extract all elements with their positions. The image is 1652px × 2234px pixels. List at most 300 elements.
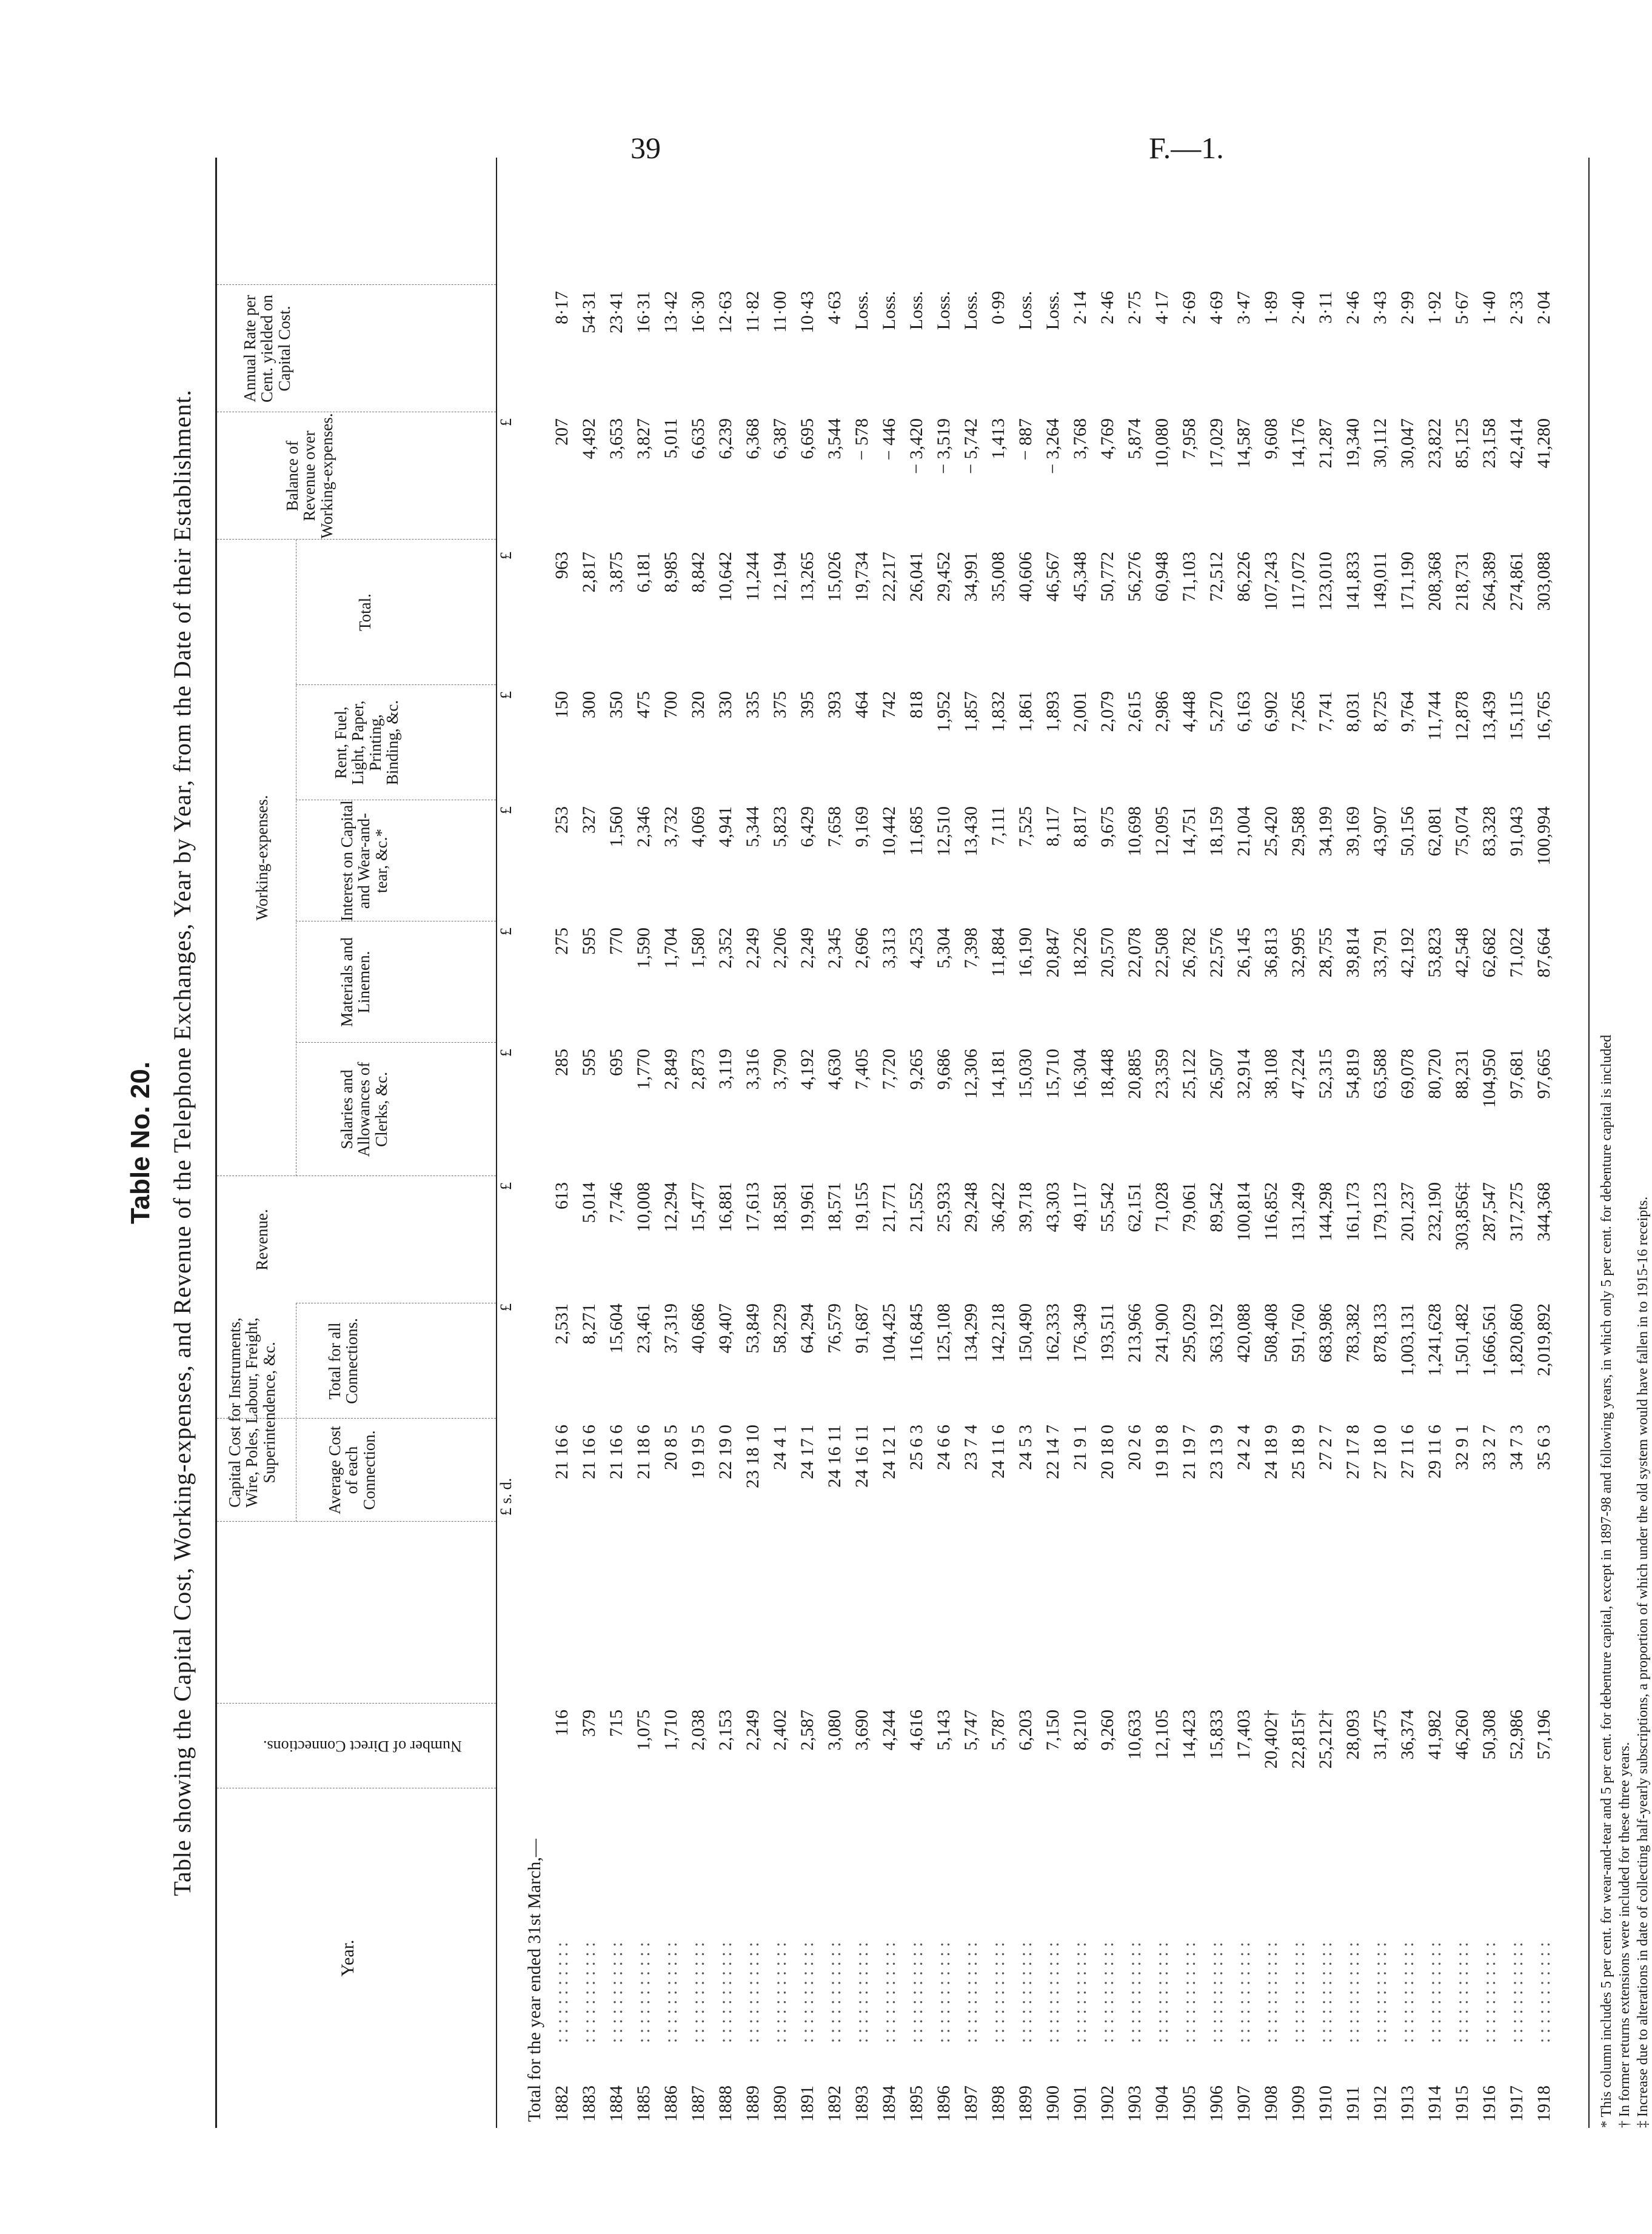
cell-wtot: 12,194 [770,552,790,602]
header-capital-cost: Capital Cost for Instruments, Wire, Poles, Labour, Freight, Superintendence, &c. [226,1317,278,1508]
cell-rate: 3·43 [1370,291,1390,324]
dot-leader: : : : : : : : : : : : [852,1942,872,2043]
cell-year: 1884 [606,2085,626,2122]
cell-conn: 22,815† [1288,1710,1308,1769]
cell-rate: 2·99 [1397,291,1417,324]
cell-conn: 715 [606,1710,626,1737]
cell-wtot: 117,072 [1288,552,1308,610]
dot-leader: : : : : : : : : : : : [797,1942,817,2043]
cell-rev: 18,581 [770,1182,790,1232]
cell-mat: 42,192 [1397,928,1417,978]
cell-year: 1882 [552,2085,572,2122]
cell-int: 7,658 [824,806,844,848]
cell-avg: 33 2 7 [1479,1425,1499,1470]
cell-mat: 1,704 [661,928,681,969]
cell-mat: 42,548 [1452,928,1472,978]
cell-bal: 3,827 [634,418,654,460]
cell-rent: 1,952 [934,691,954,732]
cell-mat: 275 [552,928,572,955]
cell-int: 12,095 [1152,806,1172,857]
cell-conn: 46,260 [1452,1710,1472,1760]
cell-rate: 2·14 [1070,291,1090,324]
cell-sal: 23,359 [1152,1049,1172,1099]
cell-avg: 19 19 8 [1152,1425,1172,1479]
footnotes [1597,1035,1652,2128]
table-row [1343,158,1370,2128]
cell-mat: 26,145 [1234,928,1254,978]
cell-sal: 25,122 [1179,1049,1199,1099]
cell-year: 1883 [579,2085,599,2122]
cell-tot: 53,849 [743,1303,763,1354]
cell-conn: 7,150 [1043,1710,1063,1751]
cell-rev: 201,237 [1397,1182,1417,1242]
cell-rent: 9,764 [1397,691,1417,732]
cell-rev: 161,173 [1343,1182,1363,1242]
cell-rate: Loss. [852,291,872,330]
unit-salaries: £ [497,1049,515,1057]
cell-rev: 303,856‡ [1452,1182,1472,1251]
cell-wtot: 86,226 [1234,552,1254,602]
cell-conn: 36,374 [1397,1710,1417,1760]
cell-wtot: 963 [552,552,572,579]
cell-bal: − 446 [879,418,899,461]
cell-avg: 34 7 3 [1507,1425,1527,1470]
cell-rev: 12,294 [661,1182,681,1232]
table-row [1070,158,1097,2128]
cell-tot: 295,029 [1179,1303,1199,1363]
cell-wtot: 6,181 [634,552,654,593]
unit-total: £ [497,552,515,560]
dot-leader: : : : : : : : : : : : [1288,1942,1308,2043]
dot-leader: : : : : : : : : : : : [743,1942,763,2043]
header-materials: Materials and Linemen. [338,937,373,1027]
cell-bal: − 5,742 [961,418,981,474]
table-row [743,158,770,2128]
cell-year: 1917 [1507,2085,1527,2122]
cell-rent: 2,986 [1152,691,1172,732]
cell-int: 100,994 [1534,806,1554,866]
table-row [852,158,879,2128]
cell-mat: 1,590 [634,928,654,969]
cell-rev: 131,249 [1288,1182,1308,1242]
cell-mat: 2,206 [770,928,790,969]
cell-bal: 4,769 [1097,418,1117,460]
cell-tot: 150,490 [1015,1303,1035,1363]
cell-int: 1,560 [606,806,626,848]
cell-rate: 11·82 [743,291,763,333]
table-row [1043,158,1070,2128]
cell-avg: 24 6 6 [934,1425,954,1470]
cell-bal: 14,176 [1288,418,1308,469]
cell-rev: 344,368 [1534,1182,1554,1242]
cell-rev: 25,933 [934,1182,954,1232]
cell-sal: 285 [552,1049,572,1076]
cell-rate: 2·40 [1288,291,1308,324]
cell-bal: 6,387 [770,418,790,460]
table-row [1479,158,1507,2128]
cell-rate: 12·63 [715,291,735,333]
cell-mat: 7,398 [961,928,981,969]
cell-int: 7,525 [1015,806,1035,848]
cell-rev: 7,746 [606,1182,626,1223]
table-row [1097,158,1125,2128]
cell-rent: 2,615 [1125,691,1145,732]
cell-rent: 6,902 [1261,691,1281,732]
cell-rent: 335 [743,691,763,718]
cell-wtot: 72,512 [1206,552,1226,602]
cell-bal: 3,544 [824,418,844,460]
cell-avg: 25 6 3 [906,1425,926,1470]
dot-leader: : : : : : : : : : : : [1152,1942,1172,2043]
cell-mat: 71,022 [1507,928,1527,978]
cell-avg: 22 19 0 [715,1425,735,1479]
table-row [988,158,1015,2128]
cell-sal: 3,119 [715,1049,735,1089]
rotated-table-block [118,158,1651,2128]
cell-year: 1892 [824,2085,844,2122]
cell-avg: 22 14 7 [1043,1425,1063,1479]
cell-rent: 395 [797,691,817,718]
cell-year: 1900 [1043,2085,1063,2122]
unit-rent: £ [497,691,515,699]
cell-avg: 21 16 6 [579,1425,599,1479]
cell-wtot: 15,026 [824,552,844,602]
cell-wtot: 10,642 [715,552,735,602]
cell-int: 5,344 [743,806,763,848]
cell-conn: 41,982 [1425,1710,1445,1760]
cell-avg: 27 11 6 [1397,1425,1417,1479]
cell-rent: 12,878 [1452,691,1472,741]
cell-conn: 10,633 [1125,1710,1145,1760]
cell-rate: 1·92 [1425,291,1445,324]
cell-year: 1896 [934,2085,954,2122]
cell-year: 1910 [1316,2085,1336,2122]
cell-mat: 22,078 [1125,928,1145,978]
cell-wtot: 45,348 [1070,552,1090,602]
cell-bal: 85,125 [1452,418,1472,469]
cell-rate: 0·99 [988,291,1008,324]
cell-sal: 15,710 [1043,1049,1063,1099]
dot-leader: : : : : : : : : : : : [1452,1942,1472,2043]
table-row [1015,158,1043,2128]
cell-year: 1902 [1097,2085,1117,2122]
cell-mat: 4,253 [906,928,926,969]
cell-tot: 116,845 [906,1303,926,1362]
cell-sal: 104,950 [1479,1049,1499,1108]
cell-wtot: 274,861 [1507,552,1527,611]
cell-bal: − 3,420 [906,418,926,474]
cell-rate: 2·33 [1507,291,1527,324]
cell-wtot: 8,985 [661,552,681,593]
footnote-3: ‡ Increase due to alterations in date of collecting half-yearly subscriptions, a proportion of which under the old system would have fallen in to 1915-16 receipts. [1635,1196,1651,2128]
cell-avg: 24 16 11 [852,1425,872,1488]
cell-rev: 19,155 [852,1182,872,1232]
header-revenue: Revenue. [253,1209,271,1271]
cell-sal: 2,849 [661,1049,681,1090]
cell-mat: 5,304 [934,928,954,969]
cell-conn: 116 [552,1710,572,1736]
units-row [497,158,524,2128]
cell-int: 2,346 [634,806,654,848]
cell-avg: 25 18 9 [1288,1425,1308,1479]
dot-leader: : : : : : : : : : : : [1343,1942,1363,2043]
cell-rent: 742 [879,691,899,718]
cell-wtot: 35,008 [988,552,1008,602]
cell-wtot: 107,243 [1261,552,1281,611]
cell-wtot: 8,842 [688,552,708,593]
cell-rent: 8,725 [1370,691,1390,732]
cell-wtot: 171,190 [1397,552,1417,611]
dot-leader: : : : : : : : : : : : [906,1942,926,2043]
cell-mat: 87,664 [1534,928,1554,978]
cell-rent: 475 [634,691,654,718]
cell-conn: 4,616 [906,1710,926,1751]
cell-conn: 2,587 [797,1710,817,1751]
cell-int: 10,442 [879,806,899,857]
table-row [634,158,661,2128]
cell-avg: 24 12 1 [879,1425,899,1479]
cell-year: 1888 [715,2085,735,2122]
cell-sal: 695 [606,1049,626,1076]
cell-bal: 5,874 [1125,418,1145,460]
cell-rev: 100,814 [1234,1182,1254,1242]
table-row [1534,158,1561,2128]
unit-revenue: £ [497,1182,515,1190]
cell-avg: 29 11 6 [1425,1425,1445,1479]
dot-leader: : : : : : : : : : : : [552,1942,572,2043]
cell-year: 1887 [688,2085,708,2122]
dot-leader: : : : : : : : : : : : [1534,1942,1554,2043]
cell-int: 11,685 [906,806,926,856]
cell-wtot: 264,389 [1479,552,1499,611]
cell-avg: 35 6 3 [1534,1425,1554,1470]
cell-conn: 1,710 [661,1710,681,1751]
cell-int: 10,698 [1125,806,1145,857]
cell-bal: 9,608 [1261,418,1281,460]
cell-bal: 6,239 [715,418,735,460]
cell-conn: 1,075 [634,1710,654,1751]
cell-bal: − 887 [1015,418,1035,461]
cell-sal: 18,448 [1097,1049,1117,1099]
table-row [1425,158,1452,2128]
cell-bal: 5,011 [661,418,681,459]
cell-rev: 116,852 [1261,1182,1281,1241]
cell-tot: 420,088 [1234,1303,1254,1363]
cell-int: 7,111 [988,806,1008,846]
cell-rent: 4,448 [1179,691,1199,732]
cell-bal: 30,047 [1397,418,1417,469]
cell-tot: 1,666,561 [1479,1303,1499,1376]
cell-tot: 783,382 [1343,1303,1363,1363]
unit-balance: £ [497,418,515,426]
cell-tot: 91,687 [852,1303,872,1354]
cell-sal: 1,770 [634,1049,654,1090]
cell-avg: 21 16 6 [552,1425,572,1479]
cell-year: 1904 [1152,2085,1172,2122]
cell-mat: 3,313 [879,928,899,969]
cell-sal: 15,030 [1015,1049,1035,1099]
cell-rev: 10,008 [634,1182,654,1232]
cell-wtot: 71,103 [1179,552,1199,602]
cell-tot: 37,319 [661,1303,681,1354]
sheet-reference: F.—1. [1149,131,1224,165]
cell-rev: 21,771 [879,1182,899,1232]
cell-year: 1893 [852,2085,872,2122]
cell-tot: 125,108 [934,1303,954,1363]
cell-int: 18,159 [1206,806,1226,857]
header-salaries: Salaries and Allowances of Clerks, &c. [338,1062,390,1157]
cell-year: 1915 [1452,2085,1472,2122]
cell-rent: 150 [552,691,572,718]
cell-int: 25,420 [1261,806,1281,857]
cell-tot: 683,986 [1316,1303,1336,1363]
cell-int: 253 [552,806,572,834]
cell-rev: 89,542 [1206,1182,1226,1232]
cell-wtot: 26,041 [906,552,926,602]
cell-wtot: 19,734 [852,552,872,602]
cell-avg: 24 18 9 [1261,1425,1281,1479]
cell-avg: 24 16 11 [824,1425,844,1488]
cell-rate: 3·47 [1234,291,1254,324]
cell-mat: 2,696 [852,928,872,969]
cell-conn: 28,093 [1343,1710,1363,1760]
cell-rent: 2,001 [1070,691,1090,732]
cell-rate: 4·69 [1206,291,1226,324]
dot-leader: : : : : : : : : : : : [688,1942,708,2043]
cell-rate: 13·42 [661,291,681,333]
cell-wtot: 303,088 [1534,552,1554,611]
cell-rate: Loss. [1015,291,1035,330]
cell-bal: 1,413 [988,418,1008,460]
cell-sal: 4,630 [824,1049,844,1090]
cell-year: 1916 [1479,2085,1499,2122]
dot-leader: : : : : : : : : : : : [606,1942,626,2043]
cell-year: 1895 [906,2085,926,2122]
cell-mat: 22,576 [1206,928,1226,978]
cell-sal: 80,720 [1425,1049,1445,1099]
cell-sal: 20,885 [1125,1049,1145,1099]
table-row [606,158,634,2128]
cell-tot: 176,349 [1070,1303,1090,1363]
cell-avg: 23 7 4 [961,1425,981,1470]
cell-sal: 7,720 [879,1049,899,1090]
cell-rev: 17,613 [743,1182,763,1232]
cell-mat: 20,847 [1043,928,1063,978]
cell-conn: 2,038 [688,1710,708,1751]
table-row [1206,158,1234,2128]
unit-capital: £ [497,1303,515,1311]
cell-rent: 818 [906,691,926,718]
cell-sal: 69,078 [1397,1049,1417,1099]
cell-rent: 320 [688,691,708,718]
cell-rev: 36,422 [988,1182,1008,1232]
cell-int: 327 [579,806,599,834]
dot-leader: : : : : : : : : : : : [1097,1942,1117,2043]
cell-avg: 27 2 7 [1316,1425,1336,1470]
cell-mat: 33,791 [1370,928,1390,978]
cell-wtot: 46,567 [1043,552,1063,602]
cell-int: 83,328 [1479,806,1499,857]
cell-int: 13,430 [961,806,981,857]
dot-leader: : : : : : : : : : : : [1125,1942,1145,2043]
cell-int: 50,156 [1397,806,1417,857]
cell-bal: 42,414 [1507,418,1527,469]
cell-wtot: 208,368 [1425,552,1445,611]
table-row [579,158,606,2128]
cell-sal: 97,681 [1507,1049,1527,1099]
cell-rate: 3·11 [1316,291,1336,324]
header-rate: Annual Rate per Cent. yielded on Capital Cost. [241,295,293,403]
cell-bal: 23,822 [1425,418,1445,469]
dot-leader: : : : : : : : : : : : [1043,1942,1063,2043]
table-row [824,158,852,2128]
cell-avg: 20 18 0 [1097,1425,1117,1479]
cell-rate: 1·89 [1261,291,1281,324]
cell-conn: 52,986 [1507,1710,1527,1760]
table-caption: Table showing the Capital Cost, Working-expenses, and Revenue of the Telephone Exchanges, Year by Year, from the Date of their Establishment. [169,389,196,1896]
cell-rev: 613 [552,1182,572,1209]
cell-rent: 2,079 [1097,691,1117,732]
cell-mat: 595 [579,928,599,955]
cell-mat: 22,508 [1152,928,1172,978]
cell-year: 1890 [770,2085,790,2122]
cell-rate: 2·75 [1125,291,1145,324]
cell-int: 34,199 [1316,806,1336,857]
cell-rate: 2·46 [1097,291,1117,324]
cell-year: 1897 [961,2085,981,2122]
cell-avg: 20 2 6 [1125,1425,1145,1470]
header-total-connections: Total for all Connections. [326,1318,361,1404]
cell-conn: 31,475 [1370,1710,1390,1760]
cell-rate: 2·69 [1179,291,1199,324]
cell-avg: 27 17 8 [1343,1425,1363,1479]
cell-conn: 14,423 [1179,1710,1199,1760]
table-header [215,158,497,2128]
cell-rent: 15,115 [1507,691,1527,741]
cell-wtot: 50,772 [1097,552,1117,602]
cell-rent: 700 [661,691,681,718]
cell-rate: 8·17 [552,291,572,324]
cell-rate: 11·00 [770,291,790,333]
dot-leader: : : : : : : : : : : : [715,1942,735,2043]
cell-rev: 55,542 [1097,1182,1117,1232]
cell-int: 14,751 [1179,806,1199,857]
cell-sal: 52,315 [1316,1049,1336,1099]
cell-tot: 23,461 [634,1303,654,1354]
cell-year: 1891 [797,2085,817,2122]
cell-conn: 3,690 [852,1710,872,1751]
dot-leader: : : : : : : : : : : : [961,1942,981,2043]
cell-year: 1899 [1015,2085,1035,2122]
cell-bal: 30,112 [1370,418,1390,468]
cell-sal: 14,181 [988,1049,1008,1099]
cell-avg: 24 11 6 [988,1425,1008,1479]
table-row [1234,158,1261,2128]
cell-mat: 36,813 [1261,928,1281,978]
table-row [715,158,743,2128]
table-row [797,158,824,2128]
cell-int: 8,117 [1043,806,1063,847]
cell-int: 12,510 [934,806,954,857]
cell-sal: 12,306 [961,1049,981,1099]
cell-int: 9,169 [852,806,872,848]
table-row [906,158,934,2128]
cell-int: 29,588 [1288,806,1308,857]
cell-rev: 39,718 [1015,1182,1035,1232]
cell-conn: 20,402† [1261,1710,1281,1769]
cell-mat: 20,570 [1097,928,1117,978]
cell-sal: 38,108 [1261,1049,1281,1099]
